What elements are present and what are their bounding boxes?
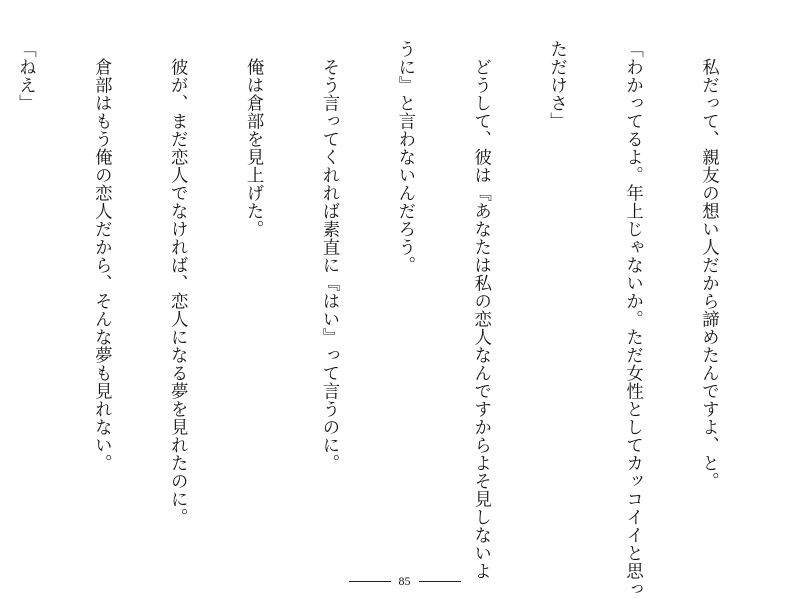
text-line: 「わかってるよ。年上じゃないか。ただ女性としてカッコイイと思っ — [622, 40, 643, 598]
text-line: そう言ってくれれば素直に『はい』って言うのに。 — [318, 40, 339, 472]
page-number: 85 — [398, 574, 411, 588]
footer-rule-left — [349, 581, 391, 582]
page-footer — [0, 571, 809, 591]
text-line: どうして、彼は『あなたは私の恋人なんですからよそ見しないよ — [470, 40, 491, 580]
text-line: 俺は倉部を見上げた。 — [243, 40, 264, 238]
text-line: 「ねえ」 — [15, 40, 36, 112]
text-line: ただけさ」 — [546, 40, 567, 130]
text-line: 倉部はもう俺の恋人だから、そんな夢も見れない。 — [91, 40, 112, 472]
footer-rule-right — [419, 581, 461, 582]
text-line: うに』と言わないんだろう。 — [394, 40, 415, 274]
text-line: 私だって、親友の想い人だから諦めたんですよ、と。 — [698, 40, 719, 490]
text-line: 彼が、まだ恋人でなければ、恋人になる夢を見れたのに。 — [167, 40, 188, 526]
